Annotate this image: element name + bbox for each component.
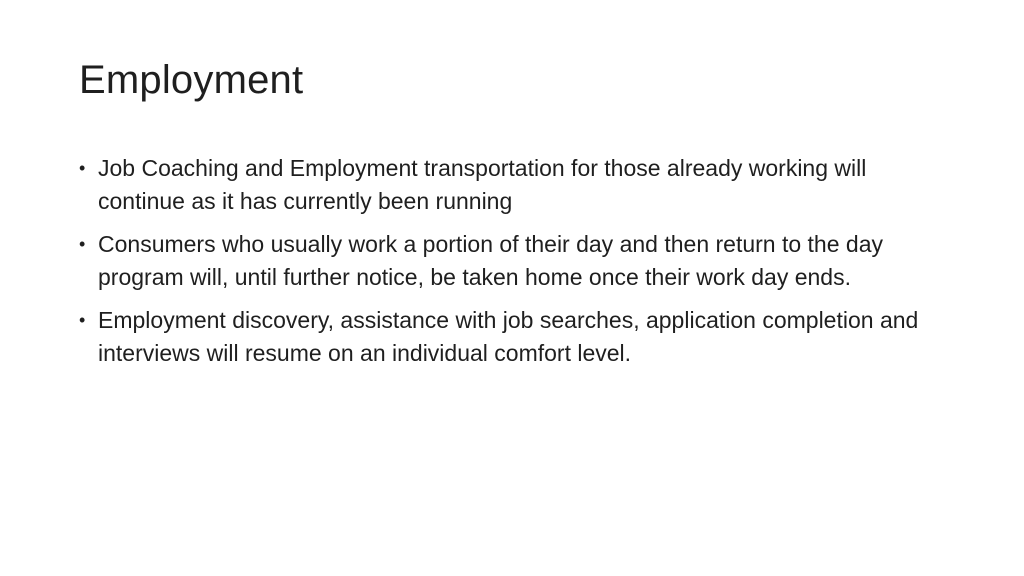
bullet-item-employment-discovery bbox=[79, 304, 959, 370]
bullet-text: Job Coaching and Employment transportation for those already working will continue as it has currently been running bbox=[98, 155, 867, 214]
bullet-point-icon: • bbox=[79, 234, 86, 254]
slide-title: Employment bbox=[79, 58, 304, 102]
bullet-list bbox=[79, 152, 959, 380]
bullet-item-job-coaching bbox=[79, 152, 959, 218]
bullet-text: Employment discovery, assistance with job searches, application completion and interviews will resume on an individual comfort level. bbox=[98, 307, 919, 366]
bullet-point-icon: • bbox=[79, 310, 86, 330]
bullet-point-icon: • bbox=[79, 158, 86, 178]
bullet-text: Consumers who usually work a portion of their day and then return to the day program will, until further notice, be taken home once their work day ends. bbox=[98, 231, 883, 290]
bullet-item-consumers bbox=[79, 228, 959, 294]
